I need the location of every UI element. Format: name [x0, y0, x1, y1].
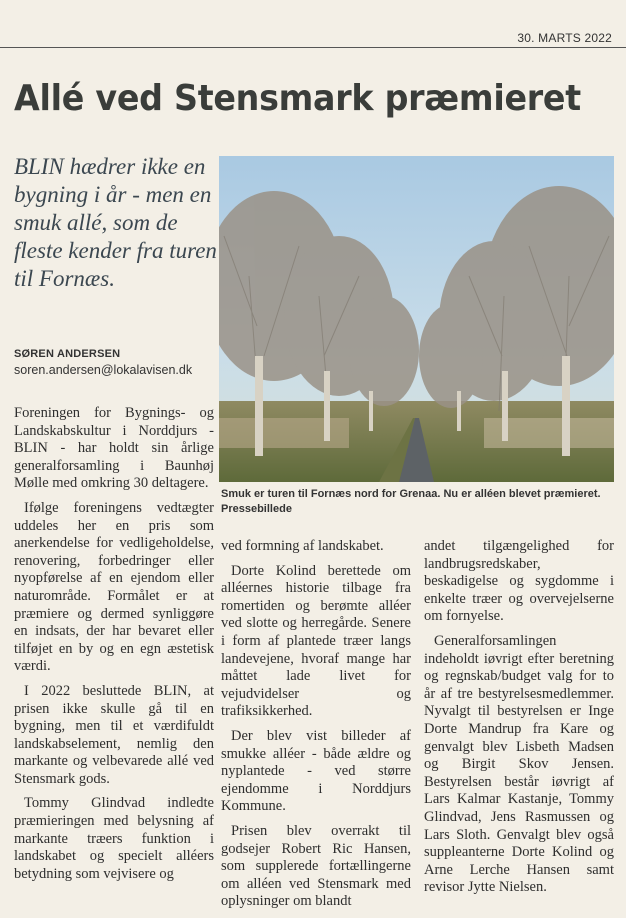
body-paragraph: Prisen blev overrakt til godsejer Robert Ric Hansen, som supplerede fortællingerne om alléen ved Stensmark med oplysninger om blandt	[221, 822, 411, 910]
photo-illustration	[219, 156, 614, 482]
body-column-2	[221, 538, 411, 918]
author-email[interactable]: soren.andersen@lokalavisen.dk	[14, 363, 193, 377]
body-paragraph: Ifølge foreningens vedtægter uddeles her en pris som anerkendelse for vedligeholdelse, renovering, forbedringer eller nyopførelse af en ejendom eller naturområde. Formålet er at præmiere og dermed synliggøre en indsats, der har bevaret eller tilføjet en by og en egn æstetisk værdi.	[14, 499, 214, 675]
body-paragraph: I 2022 besluttede BLIN, at prisen ikke skulle gå til en bygning, men til et værdifuldt landskabselement, nemlig den markante og velbevarede allé ved Stensmark gods.	[14, 682, 214, 787]
headline: Allé ved Stensmark præmieret	[14, 78, 581, 119]
photo-caption: Smuk er turen til Fornæs nord for Grenaa. Nu er alléen blevet præmieret. Pressebillede	[221, 488, 601, 515]
body-column-1	[14, 405, 214, 890]
body-paragraph: andet tilgængelighed for landbrugsredskaber, beskadigelse og sygdomme i enkelte træer og overvejelserne om fornyelse.	[424, 538, 614, 625]
body-paragraph: ved formning af landskabet.	[221, 538, 384, 554]
body-paragraph: Der blev vist billeder af smukke alléer - både ældre og nyplantede - ved større ejendomme i Norddjurs Kommune.	[221, 727, 411, 815]
body-paragraph: Foreningen for Bygnings- og Landskabskultur i Norddjurs - BLIN - har holdt sin årlige generalforsamling i Baunhøj Mølle med omkring 30 deltagere.	[14, 405, 214, 492]
header-rule	[0, 47, 626, 48]
body-paragraph: Generalforsamlingen indeholdt iøvrigt efter beretning og regnskab/budget valg for to år af tre bestyrelsesmedlemmer. Nyvalgt til bestyrelsen er Inge Dorte Mandrup fra Kare og genvalgt blev Lisbeth Madsen og Birgit Skov Jensen. Bestyrelsen består iøvrigt af Lars Kalmar Kastanje, Tommy Glindvad, Jens Rasmussen og Lars Sloth. Genvalgt blev også suppleanterne Dorte Kolind og Arne Lerche Hansen samt revisor Jytte Nielsen.	[424, 632, 614, 896]
author-name: SØREN ANDERSEN	[14, 348, 121, 360]
body-paragraph: Tommy Glindvad indledte præmieringen med belysning af markante træers funktion i landskabet og specielt alléers betydning som vejvisere og	[14, 795, 214, 882]
lead-paragraph: BLIN hædrer ikke en bygning i år - men en smuk allé, som de fleste kender fra turen til Fornæs.	[14, 154, 217, 291]
issue-date: 30. MARTS 2022	[517, 31, 612, 45]
body-paragraph: Dorte Kolind berettede om alléernes historie tilbage fra romertiden og berømte alléer ved slotte og herregårde. Senere i form af plantede træer langs landevejene, hvoraf mange har måttet lade livet for vejudvidelser og trafiksikkerhed.	[221, 562, 411, 720]
byline	[14, 348, 224, 377]
tree-avenue-photo	[219, 156, 614, 482]
body-column-3	[424, 538, 614, 904]
